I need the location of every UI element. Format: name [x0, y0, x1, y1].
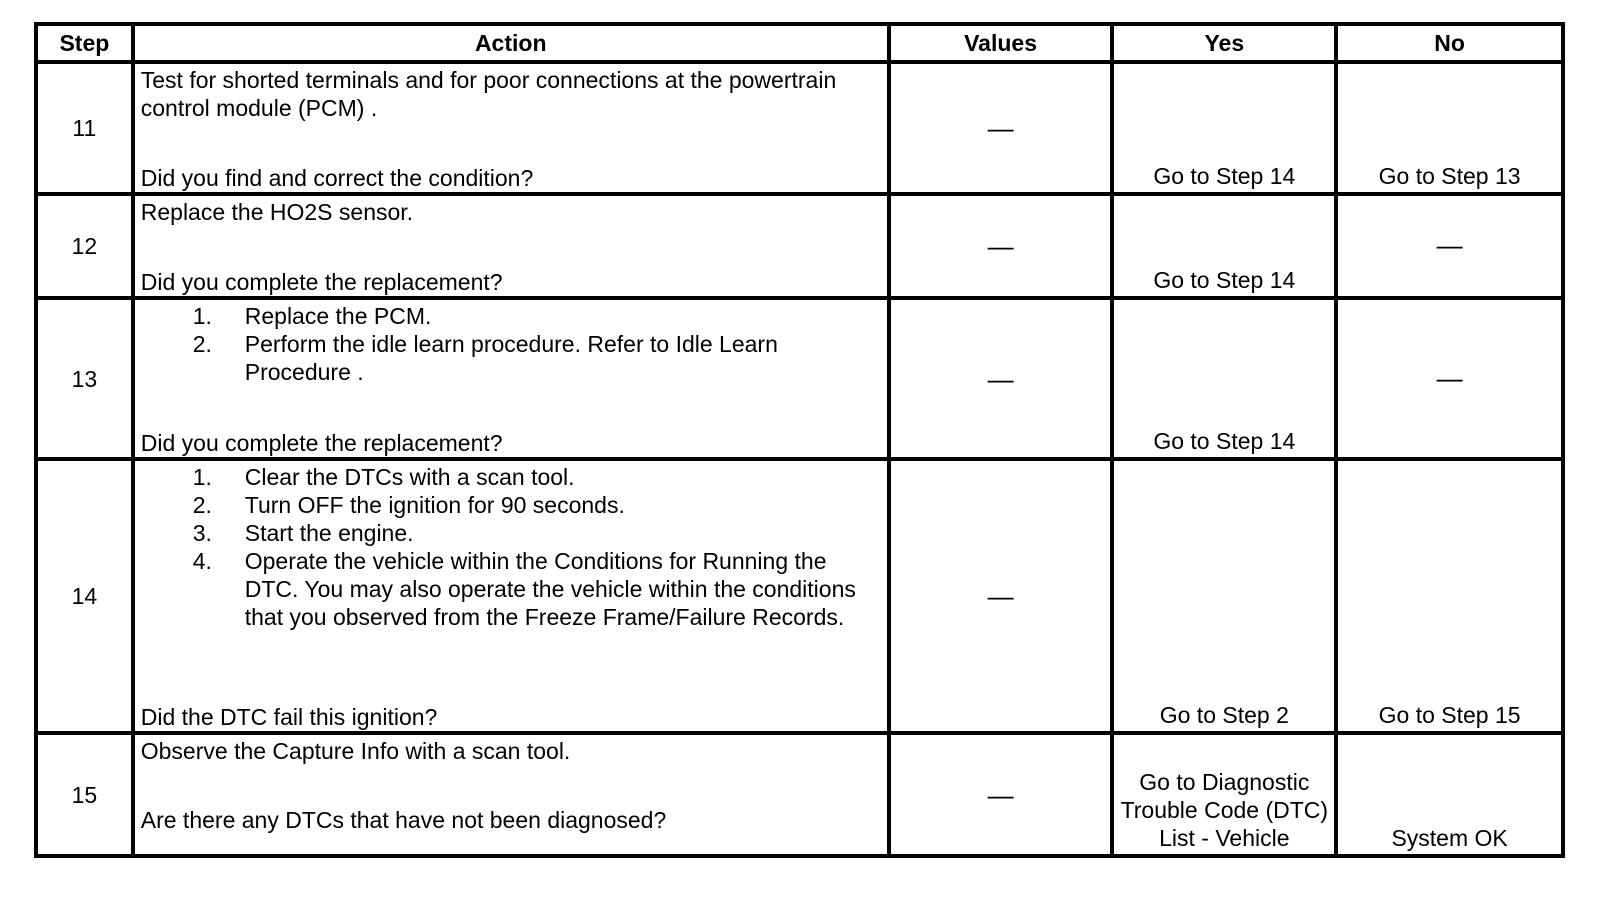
step-number: 14 [36, 459, 133, 733]
list-item [141, 463, 879, 491]
values-cell: — [889, 298, 1113, 459]
action-question: Are there any DTCs that have not been diagnosed? [140, 807, 667, 833]
header-step: Step [36, 24, 133, 62]
action-question: Did the DTC fail this ignition? [140, 704, 438, 730]
step-number: 15 [36, 733, 133, 856]
values-cell: — [889, 733, 1113, 856]
step-number: 11 [36, 62, 133, 194]
yes-cell: Go to Step 14 [1112, 62, 1336, 194]
list-item [141, 302, 879, 330]
action-cell [133, 459, 889, 733]
list-item-text: Replace the PCM. [244, 303, 432, 329]
action-question: Did you complete the replacement? [140, 430, 503, 456]
list-item-text: Start the engine. [244, 520, 414, 546]
no-cell: System OK [1336, 733, 1563, 856]
no-cell: Go to Step 15 [1336, 459, 1563, 733]
list-item-number: 3. [192, 520, 212, 546]
list-item [141, 519, 879, 547]
list-item-number: 2. [192, 331, 212, 357]
values-cell: — [889, 459, 1113, 733]
action-question: Did you complete the replacement? [140, 269, 503, 295]
table-row [36, 298, 1563, 459]
action-text: Observe the Capture Info with a scan tool. [140, 738, 571, 764]
header-no: No [1336, 24, 1563, 62]
action-cell [133, 62, 889, 194]
action-cell [133, 298, 889, 459]
yes-cell: Go to Step 2 [1112, 459, 1336, 733]
list-item-text: Clear the DTCs with a scan tool. [244, 464, 575, 490]
table-row [36, 733, 1563, 856]
table-row [36, 194, 1563, 298]
header-yes: Yes [1112, 24, 1336, 62]
header-values: Values [889, 24, 1113, 62]
header-action: Action [133, 24, 889, 62]
no-cell: — [1336, 298, 1563, 459]
action-steps-list [141, 302, 879, 386]
values-cell: — [889, 62, 1113, 194]
list-item [141, 547, 879, 631]
action-cell [133, 194, 889, 298]
step-number: 12 [36, 194, 133, 298]
yes-cell: Go to Diagnostic Trouble Code (DTC) List - Vehicle [1112, 733, 1336, 856]
list-item-number: 4. [192, 548, 212, 574]
no-cell: — [1336, 194, 1563, 298]
list-item-number: 2. [192, 492, 212, 518]
yes-cell: Go to Step 14 [1112, 298, 1336, 459]
step-number: 13 [36, 298, 133, 459]
list-item-number: 1. [192, 464, 212, 490]
list-item [141, 330, 879, 386]
no-cell: Go to Step 13 [1336, 62, 1563, 194]
table-row [36, 459, 1563, 733]
values-cell: — [889, 194, 1113, 298]
action-text: Test for shorted terminals and for poor connections at the powertrain control module (PCM) . [140, 67, 837, 121]
header-row [36, 24, 1563, 62]
action-question: Did you find and correct the condition? [140, 165, 534, 191]
list-item-text: Turn OFF the ignition for 90 seconds. [244, 492, 625, 518]
list-item [141, 491, 879, 519]
diagnostic-table [34, 22, 1565, 858]
action-cell [133, 733, 889, 856]
yes-cell: Go to Step 14 [1112, 194, 1336, 298]
action-steps-list [141, 463, 879, 631]
list-item-text: Operate the vehicle within the Conditions for Running the DTC. You may also operate the vehicle within the conditions that you observed from the Freeze Frame/Failure Records. [244, 548, 856, 630]
action-text: Replace the HO2S sensor. [140, 199, 414, 225]
list-item-text: Perform the idle learn procedure. Refer to Idle Learn Procedure . [244, 331, 778, 385]
table-row [36, 62, 1563, 194]
list-item-number: 1. [192, 303, 212, 329]
